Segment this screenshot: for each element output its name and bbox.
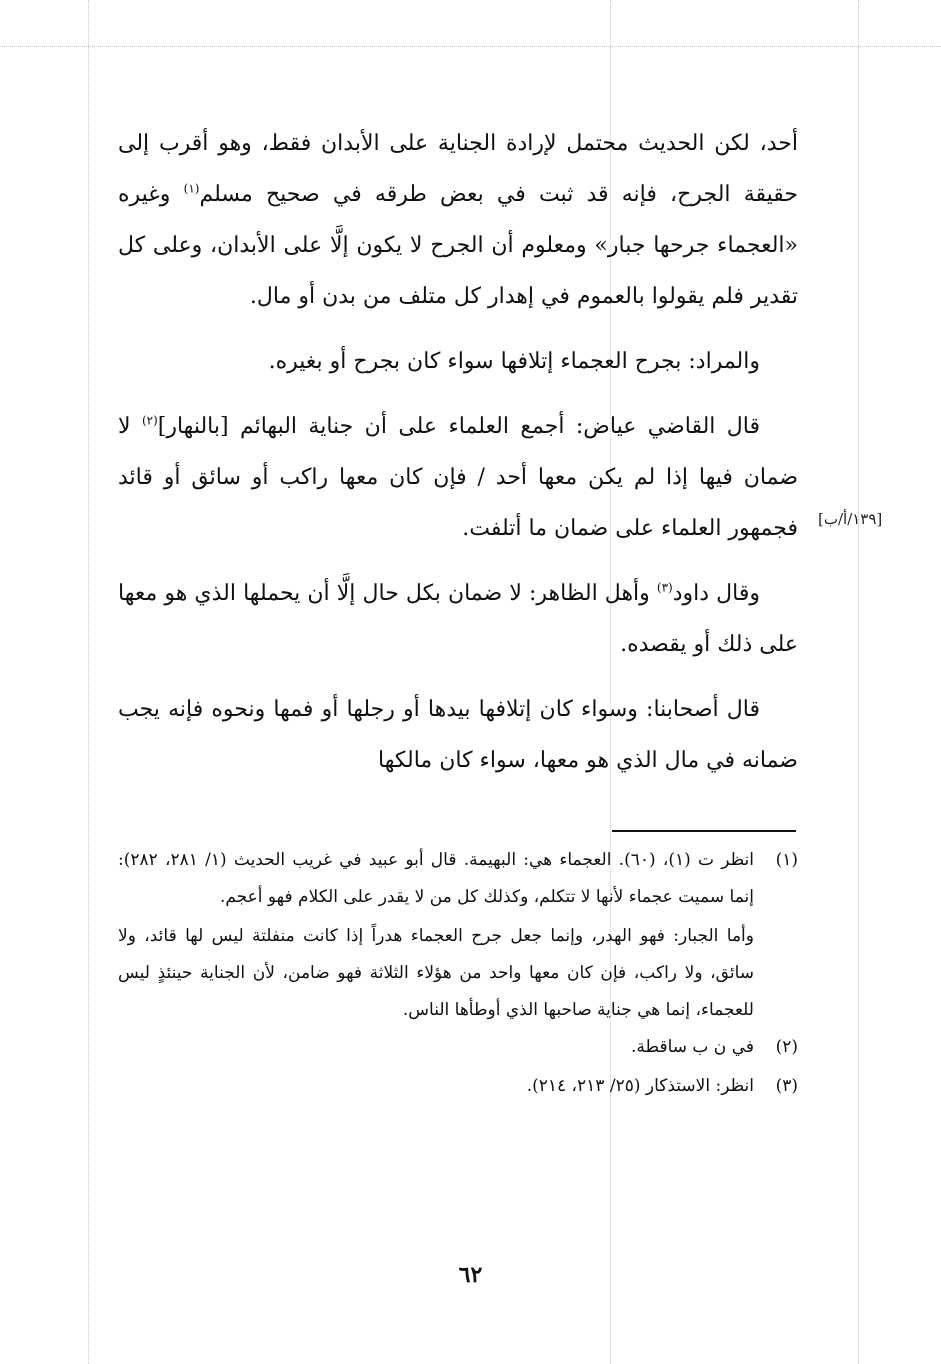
footnote-text: في ن ب ساقطة. bbox=[630, 1037, 754, 1057]
paragraph-3 bbox=[118, 401, 798, 554]
scan-guide-right bbox=[858, 0, 859, 1364]
footnote-number: (٣) bbox=[775, 1076, 798, 1096]
footnote-text: انظر ت (١)، (٦٠). العجماء هي: البهيمة. قال أبو عبيد في غريب الحديث (١/ ٢٨١، ٢٨٢): إنما سميت عجماء لأنها لا تتكلم، وكذلك كل من لا يقدر على الكلام فهو أعجم. bbox=[118, 850, 754, 907]
footnote-2 bbox=[118, 1029, 798, 1066]
footnote-ref-3: (٣) bbox=[656, 580, 673, 595]
footnote-number: (٢) bbox=[775, 1037, 798, 1057]
paragraph-text: لا ضمان فيها إذا لم يكن معها أحد / فإن كان معها راكب أو سائق أو قائد فجمهور العلماء على ضمان ما أتلفت. bbox=[118, 414, 798, 541]
footnote-1 bbox=[118, 842, 798, 916]
footnote-text: انظر: الاستذكار (٢٥/ ٢١٣، ٢١٤). bbox=[526, 1076, 754, 1096]
footnote-1-continuation: وأما الجبار: فهو الهدر، وإنما جعل جرح العجماء هدراً إذا كانت منفلتة ليس لها قائد، ولا سائق، ولا راكب، فإن كان معها واحد من هؤلاء الثلاثة فهو ضامن، لأن الجناية حينئذٍ ليس للعجماء، إنما هي جناية صاحبها الذي أوطأها الناس. bbox=[118, 926, 754, 1020]
paragraph-text: وأهل الظاهر: لا ضمان بكل حال إلَّا أن يحملها الذي هو معها على ذلك أو يقصده. bbox=[118, 581, 798, 657]
footnote-3 bbox=[118, 1068, 798, 1105]
paragraph-text: وغيره «العجماء جرحها جبار» ومعلوم أن الجرح لا يكون إلَّا على الأبدان، وعلى كل تقدير فلم يقولوا بالعموم في إهدار كل متلف من بدن أو مال. bbox=[118, 182, 798, 309]
paragraph-1 bbox=[118, 118, 798, 322]
paragraph-text: والمراد: بجرح العجماء إتلافها سواء كان بجرح أو بغيره. bbox=[268, 349, 760, 374]
scan-guide-top bbox=[0, 46, 941, 47]
paragraph-4 bbox=[118, 568, 798, 670]
paragraph-text: قال أصحابنا: وسواء كان إتلافها بيدها أو رجلها أو فمها ونحوه فإنه يجب ضمانه في مال الذي هو معها، سواء كان مالكها bbox=[118, 697, 798, 773]
manuscript-margin-reference: [١٣٩/أ/ب] bbox=[818, 510, 883, 528]
paragraph-5 bbox=[118, 684, 798, 786]
paragraph-text: قال القاضي عياض: أجمع العلماء على أن جناية البهائم [بالنهار] bbox=[157, 414, 760, 439]
footnote-number: (١) bbox=[775, 850, 798, 870]
footnote-ref-2: (٢) bbox=[141, 413, 158, 428]
paragraph-text: وقال داود bbox=[672, 581, 760, 606]
paragraph-text: أحد، لكن الحديث محتمل لإرادة الجناية على الأبدان فقط، وهو أقرب إلى حقيقة الجرح، فإنه قد ثبت في بعض طرقه في صحيح مسلم bbox=[118, 131, 798, 207]
footnote-separator bbox=[612, 830, 796, 832]
footnote-ref-1: (١) bbox=[183, 181, 200, 196]
page-number: ٦٢ bbox=[458, 1262, 483, 1288]
paragraph-2 bbox=[118, 336, 798, 387]
scan-guide-left bbox=[88, 0, 89, 1364]
main-text bbox=[118, 118, 798, 800]
footnotes bbox=[118, 842, 798, 1107]
